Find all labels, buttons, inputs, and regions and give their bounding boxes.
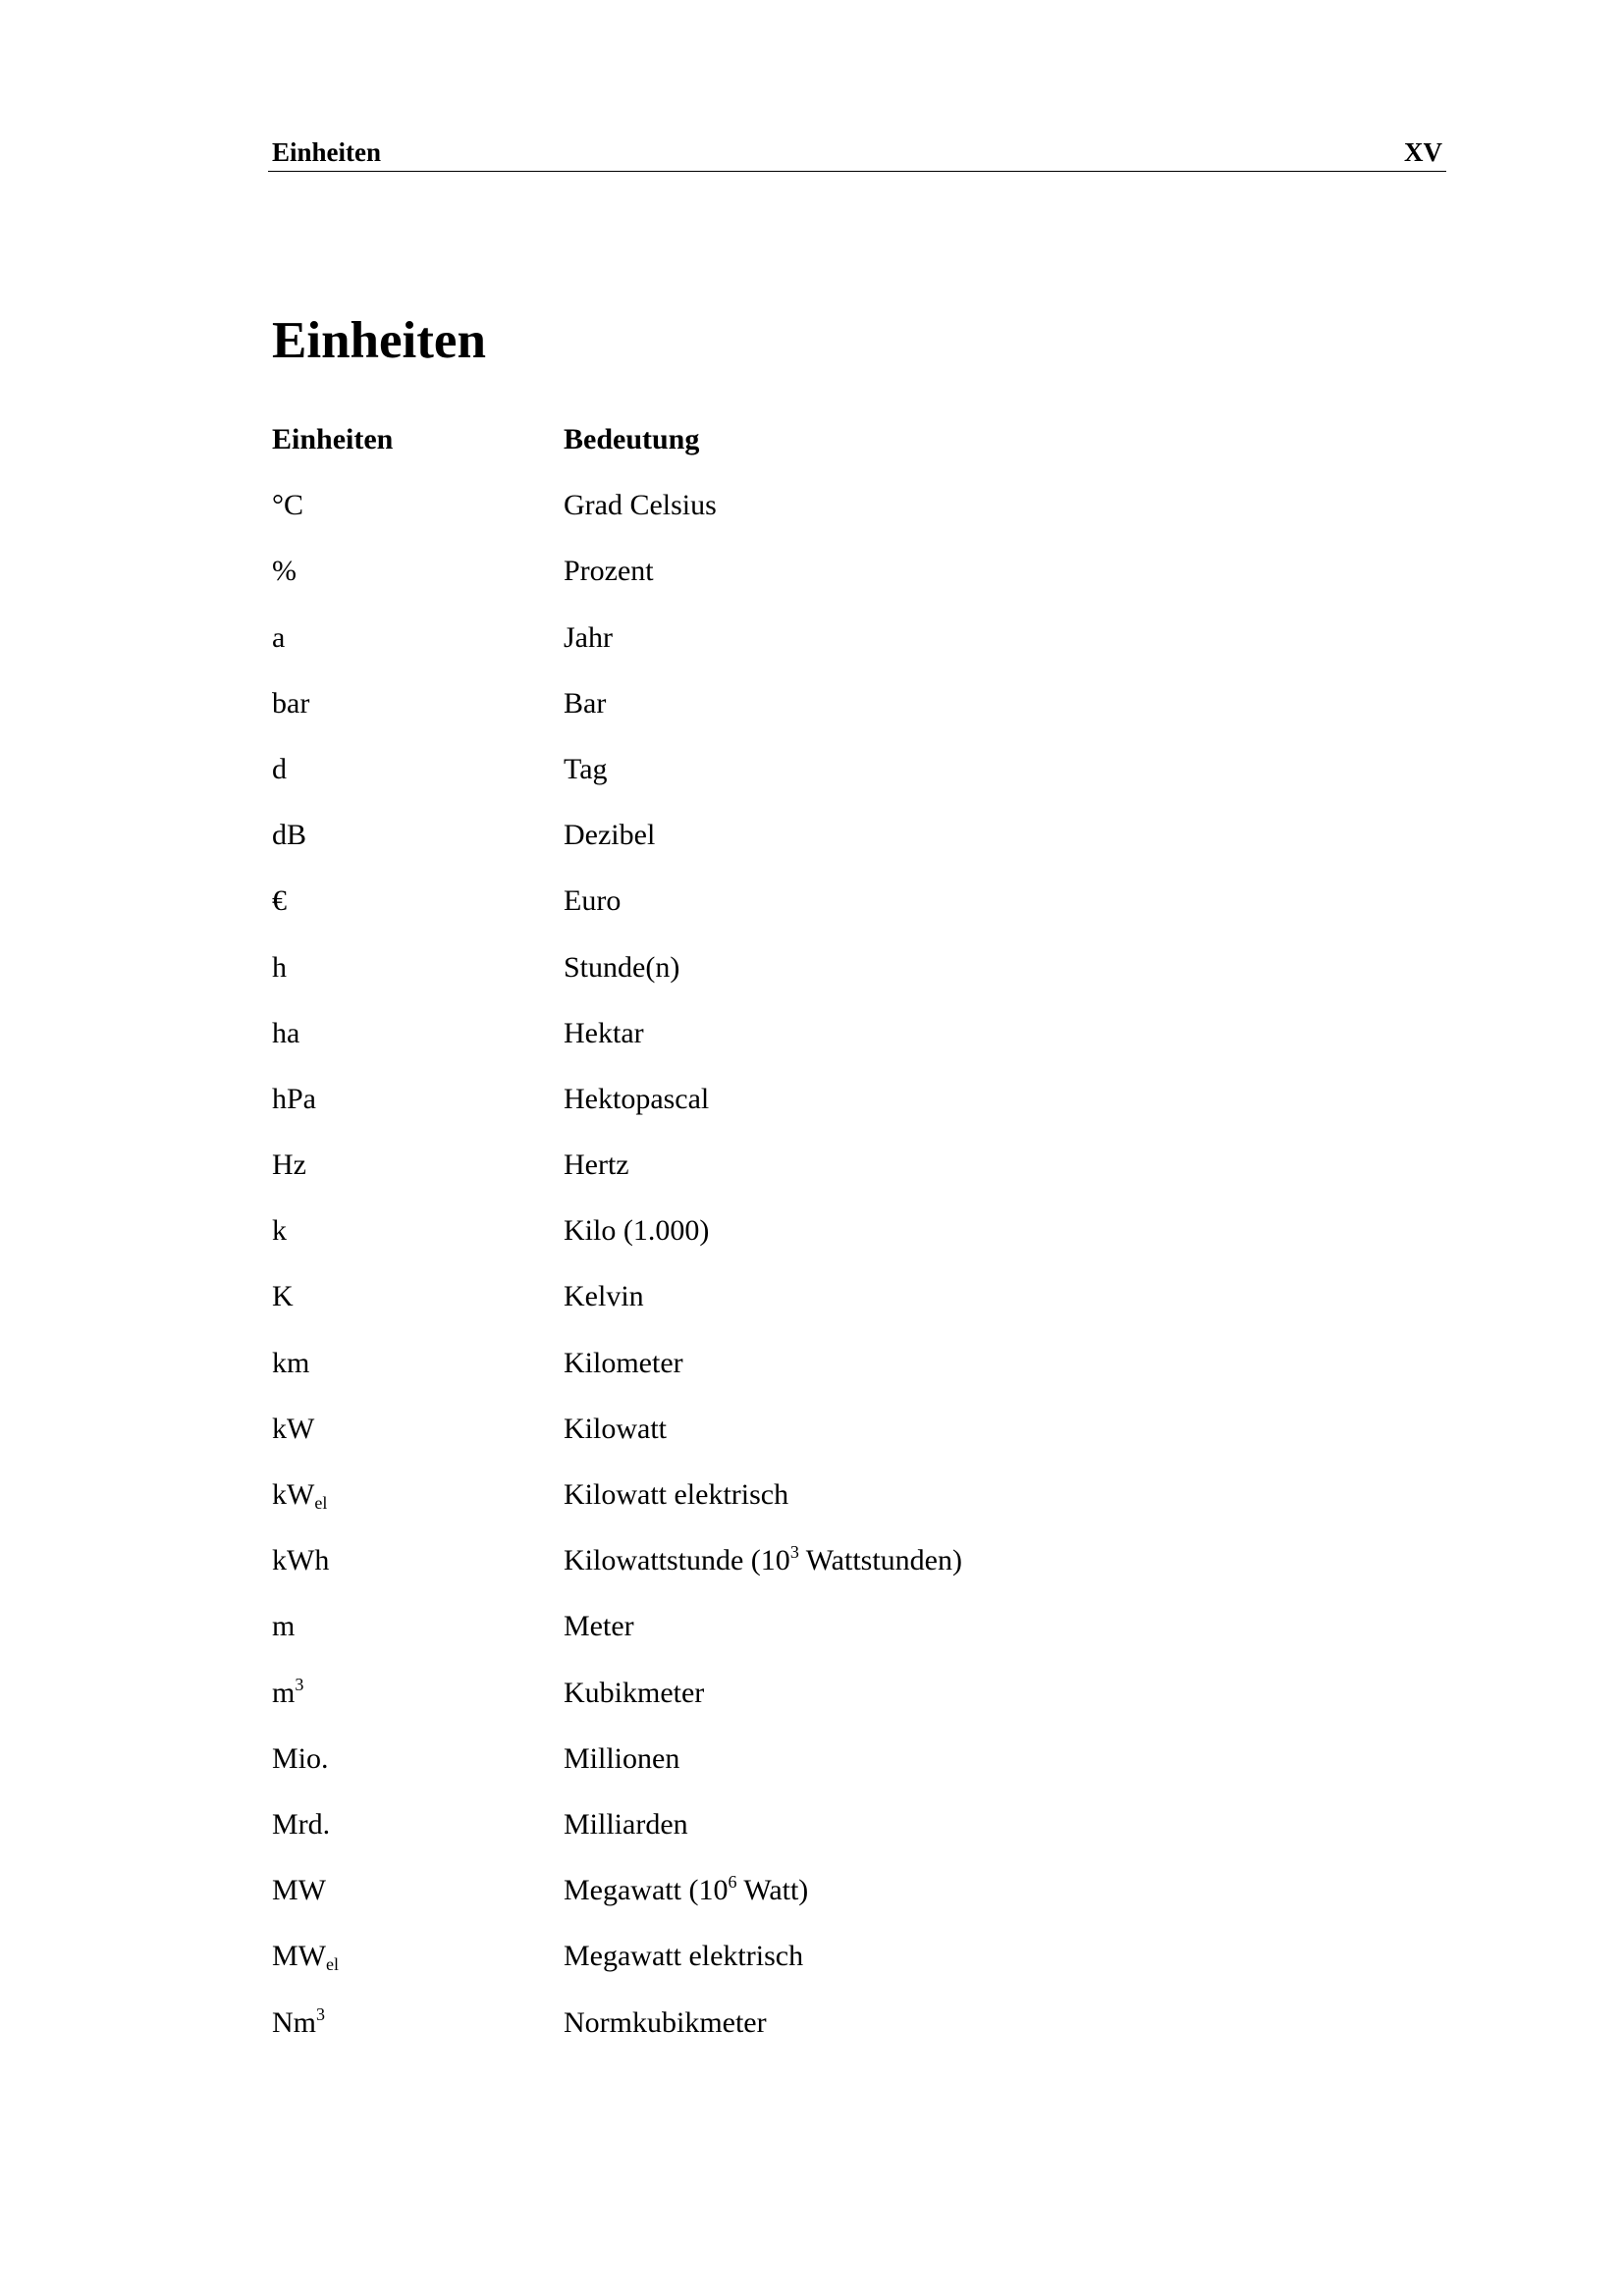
- meaning-text: Stunde(n): [564, 950, 680, 984]
- meaning-superscript: 3: [789, 1542, 799, 1563]
- meaning-superscript: 6: [728, 1872, 737, 1893]
- unit-cell: [272, 1277, 294, 1316]
- meaning-text: Hektopascal: [564, 1082, 710, 1115]
- table-row: [272, 1344, 1254, 1410]
- meaning-cell: [564, 881, 621, 921]
- table-row: [272, 1607, 1254, 1673]
- meaning-cell: [564, 1410, 667, 1449]
- meaning-cell: [564, 618, 613, 658]
- meaning-cell: [564, 1344, 683, 1383]
- meaning-text: Kilo (1.000): [564, 1214, 710, 1248]
- unit-text: m: [272, 1676, 296, 1709]
- meaning-cell: [564, 1475, 788, 1515]
- meaning-text: Milliarden: [564, 1807, 688, 1841]
- meaning-text: Hertz: [564, 1148, 629, 1182]
- unit-text: kW: [272, 1412, 315, 1445]
- meaning-text: Kilowatt elektrisch: [564, 1478, 789, 1511]
- table-row: [272, 618, 1254, 684]
- table-row: [272, 1014, 1254, 1080]
- unit-cell: [272, 1014, 299, 1053]
- chapter-title: Einheiten: [272, 312, 486, 369]
- table-row: [272, 881, 1254, 947]
- unit-text: h: [272, 950, 287, 984]
- meaning-cell: [564, 1739, 679, 1779]
- meaning-cell: [564, 1805, 688, 1844]
- unit-cell: [272, 1937, 339, 1976]
- meaning-cell: [564, 486, 717, 525]
- unit-cell: [272, 948, 287, 988]
- table-row: [272, 1080, 1254, 1146]
- unit-cell: [272, 1475, 327, 1515]
- meaning-text: Bar: [564, 686, 607, 720]
- unit-text: hPa: [272, 1082, 316, 1115]
- unit-text: km: [272, 1346, 310, 1379]
- unit-text: kW: [272, 1478, 315, 1511]
- unit-text: Mrd.: [272, 1807, 331, 1841]
- unit-cell: [272, 1805, 330, 1844]
- unit-text: k: [272, 1214, 287, 1248]
- meaning-text: Jahr: [564, 620, 613, 654]
- meaning-cell: [564, 948, 679, 988]
- unit-cell: [272, 1541, 329, 1580]
- table-row: [272, 1410, 1254, 1475]
- unit-text: °C: [272, 489, 304, 522]
- table-row: [272, 948, 1254, 1014]
- unit-cell: [272, 1211, 287, 1251]
- table-row: [272, 1146, 1254, 1211]
- unit-cell: [272, 486, 303, 525]
- unit-subscript: el: [314, 1493, 328, 1513]
- meaning-text: Kilowattstunde (10: [564, 1544, 790, 1577]
- meaning-text: Megawatt (10: [564, 1874, 729, 1907]
- meaning-text: Kubikmeter: [564, 1676, 705, 1709]
- table-row: [272, 1541, 1254, 1607]
- meaning-cell: [564, 1014, 644, 1053]
- unit-cell: [272, 881, 287, 921]
- table-row: [272, 1211, 1254, 1277]
- unit-cell: [272, 618, 285, 658]
- unit-superscript: 3: [295, 1674, 304, 1694]
- unit-cell: [272, 1674, 303, 1713]
- meaning-cell: [564, 552, 654, 591]
- meaning-cell: [564, 1541, 962, 1580]
- meaning-text-after: Wattstunden): [798, 1544, 962, 1577]
- meaning-cell: [564, 684, 606, 723]
- table-row: [272, 1674, 1254, 1739]
- unit-cell: [272, 750, 287, 789]
- meaning-text: Grad Celsius: [564, 489, 717, 522]
- unit-text: bar: [272, 686, 310, 720]
- meaning-cell: [564, 1607, 634, 1646]
- unit-text: %: [272, 555, 297, 588]
- unit-text: Hz: [272, 1148, 306, 1182]
- meaning-cell: [564, 2003, 767, 2043]
- meaning-cell: [564, 1937, 803, 1976]
- unit-cell: [272, 1739, 329, 1779]
- meaning-text: Euro: [564, 884, 622, 918]
- meaning-cell: [564, 1211, 709, 1251]
- table-row: [272, 684, 1254, 750]
- unit-cell: [272, 1410, 314, 1449]
- meaning-cell: [564, 1277, 644, 1316]
- unit-cell: [272, 1607, 295, 1646]
- meaning-text: Kilowatt: [564, 1412, 667, 1445]
- unit-text: Nm: [272, 2005, 316, 2039]
- table-row: [272, 1739, 1254, 1805]
- table-row: [272, 1937, 1254, 2002]
- unit-subscript: el: [326, 1954, 339, 1975]
- table-row: [272, 750, 1254, 816]
- column-header-meaning: Bedeutung: [564, 423, 700, 455]
- unit-cell: [272, 2003, 325, 2043]
- unit-text: MW: [272, 1940, 326, 1973]
- page-number: XV: [1404, 137, 1442, 167]
- unit-cell: [272, 1080, 316, 1119]
- unit-text: kWh: [272, 1544, 330, 1577]
- meaning-text: Millionen: [564, 1741, 680, 1775]
- table-row: [272, 2003, 1254, 2069]
- table-row: [272, 1277, 1254, 1343]
- table-header-row: [272, 420, 1254, 486]
- table-row: [272, 1871, 1254, 1937]
- unit-text: K: [272, 1280, 294, 1313]
- meaning-cell: [564, 1080, 709, 1119]
- meaning-text: Hektar: [564, 1016, 644, 1049]
- meaning-cell: [564, 1146, 629, 1185]
- meaning-cell: [564, 750, 608, 789]
- meaning-cell: [564, 1871, 808, 1910]
- unit-cell: [272, 1146, 306, 1185]
- meaning-text: Meter: [564, 1610, 634, 1643]
- table-row: [272, 486, 1254, 552]
- column-header-unit: Einheiten: [272, 423, 394, 455]
- unit-text: €: [272, 884, 287, 918]
- unit-text: dB: [272, 819, 307, 852]
- unit-cell: [272, 1344, 309, 1383]
- unit-text: ha: [272, 1016, 300, 1049]
- meaning-text: Kilometer: [564, 1346, 683, 1379]
- meaning-text: Prozent: [564, 555, 654, 588]
- table-row: [272, 1475, 1254, 1541]
- table-row: [272, 552, 1254, 617]
- meaning-text: Megawatt elektrisch: [564, 1940, 804, 1973]
- unit-text: Mio.: [272, 1741, 329, 1775]
- unit-cell: [272, 1871, 326, 1910]
- table-row: [272, 816, 1254, 881]
- unit-text: a: [272, 620, 286, 654]
- unit-cell: [272, 552, 297, 591]
- meaning-text: Normkubikmeter: [564, 2005, 767, 2039]
- unit-cell: [272, 684, 309, 723]
- meaning-cell: [564, 816, 655, 855]
- meaning-text: Tag: [564, 752, 608, 785]
- unit-text: m: [272, 1610, 296, 1643]
- unit-text: d: [272, 752, 287, 785]
- meaning-text: Kelvin: [564, 1280, 644, 1313]
- unit-cell: [272, 816, 306, 855]
- meaning-text: Dezibel: [564, 819, 656, 852]
- unit-superscript: 3: [316, 2003, 325, 2024]
- units-table: [272, 420, 1254, 2069]
- meaning-cell: [564, 1674, 704, 1713]
- meaning-text-after: Watt): [736, 1874, 809, 1907]
- running-header-title: Einheiten: [272, 137, 382, 167]
- table-row: [272, 1805, 1254, 1871]
- unit-text: MW: [272, 1874, 326, 1907]
- running-header: [268, 133, 1446, 172]
